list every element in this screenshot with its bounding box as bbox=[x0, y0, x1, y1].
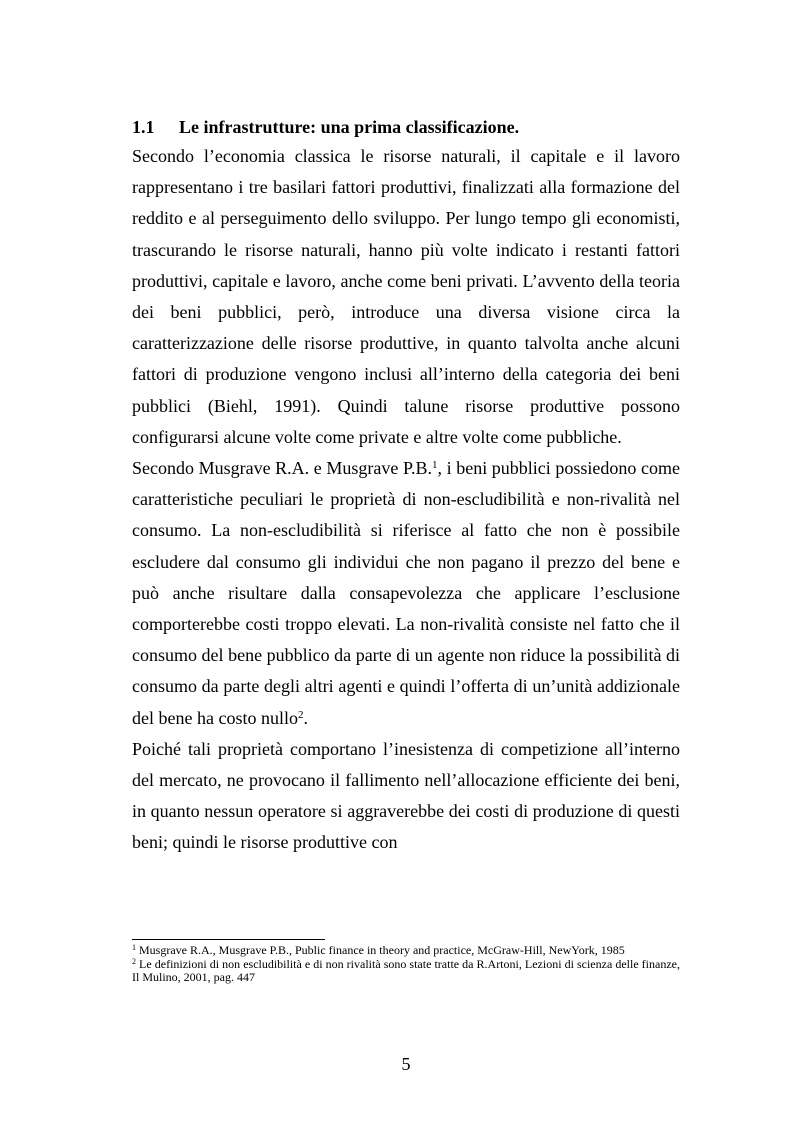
footnote-mark: 2 bbox=[132, 956, 136, 966]
paragraph-text: , i beni pubblici possiedono come caratteristiche peculiari le proprietà di non-escludibilità e non-rivalità nel consumo. La non-escludibilità si riferisce al fatto che non è possibile escludere dal consumo gli individui che non pagano il prezzo del bene e può anche risultare dalla consapevolezza che applicare l’esclusione comporterebbe costi troppo elevati. La non-rivalità consiste nel fatto che il consumo del bene pubblico da parte di un agente non riduce la possibilità di consumo da parte degli altri agenti e quindi l’offerta di un’unità addizionale del bene ha costo nullo bbox=[132, 458, 680, 728]
section-heading bbox=[132, 114, 692, 140]
footnote bbox=[132, 958, 680, 985]
footnote-mark: 1 bbox=[132, 943, 136, 952]
paragraph: Secondo l’economia classica le risorse naturali, il capitale e il lavoro rappresentano i tre basilari fattori produttivi, finalizzati alla formazione del reddito e al perseguimento dello sviluppo. Per lungo tempo gli economisti, trascurando le risorse naturali, hanno più volte indicato i restanti fattori produttivi, capitale e lavoro, anche come beni privati. L’avvento della teoria dei beni pubblici, però, introduce una diversa visione circa la caratterizzazione delle risorse produttive, in quanto talvolta anche alcuni fattori di produzione vengono inclusi all’interno della categoria dei beni pubblici (Biehl, 1991). Quindi talune risorse produttive possono configurarsi alcune volte come private e altre volte come pubbliche. bbox=[132, 146, 680, 447]
section-number: 1.1 bbox=[132, 117, 155, 137]
paragraph: Poiché tali proprietà comportano l’inesistenza di competizione all’interno del mercato, ne provocano il fallimento nell’allocazione efficiente dei beni, in quanto nessun operatore si aggraverebbe dei costi di produzione di questi beni; quindi le risorse produttive con bbox=[132, 738, 680, 853]
footnote bbox=[132, 944, 680, 958]
footnote-text: Le definizioni di non escludibilità e di non rivalità sono state tratte da R.Artoni, Lezioni di scienza delle finanze, Il Mulino, 2001, pag. 447 bbox=[132, 956, 680, 984]
footnotes bbox=[132, 944, 680, 985]
paragraph bbox=[132, 453, 680, 734]
page-number: 5 bbox=[401, 1054, 411, 1074]
footnote-reference: 2 bbox=[297, 708, 304, 721]
paragraph-text: . bbox=[303, 707, 308, 728]
paragraph-text: Secondo Musgrave R.A. e Musgrave P.B. bbox=[132, 458, 432, 479]
footnote-reference: 1 bbox=[432, 459, 438, 472]
footnote-separator bbox=[132, 939, 325, 940]
section-title: Le infrastrutture: una prima classificazione. bbox=[179, 117, 520, 137]
body-text bbox=[132, 141, 680, 859]
footnote-text: Musgrave R.A., Musgrave P.B., Public finance in theory and practice, McGraw-Hill, NewYork, 1985 bbox=[136, 943, 625, 957]
